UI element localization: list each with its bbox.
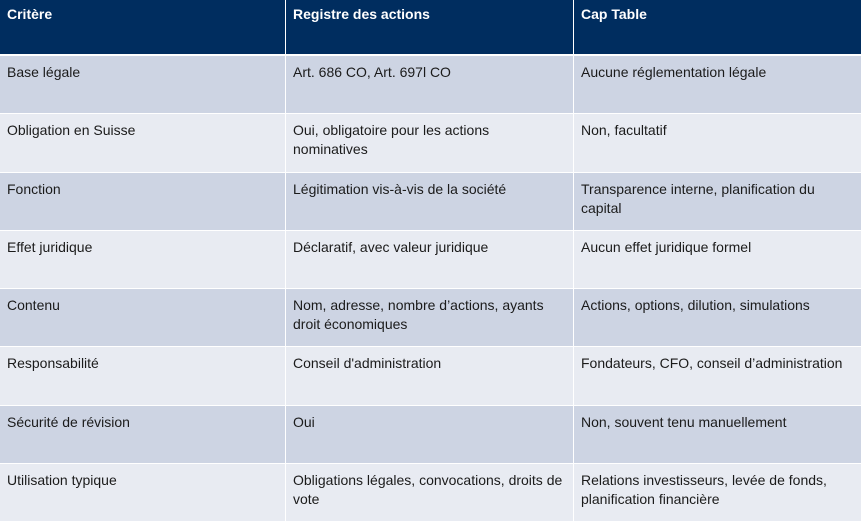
table-cell-cap-table: Non, facultatif bbox=[574, 114, 861, 172]
table-cell-cap-table: Non, souvent tenu manuellement bbox=[574, 406, 861, 464]
table-cell-criterion: Fonction bbox=[0, 173, 286, 231]
table-cell-criterion: Effet juridique bbox=[0, 231, 286, 289]
table-cell-criterion: Base légale bbox=[0, 56, 286, 114]
header-cap-table: Cap Table bbox=[574, 0, 861, 56]
table-cell-criterion: Responsabilité bbox=[0, 347, 286, 405]
table-cell-share-register: Conseil d'administration bbox=[286, 347, 574, 405]
table-cell-criterion: Contenu bbox=[0, 289, 286, 347]
table-cell-cap-table: Aucune réglementation légale bbox=[574, 56, 861, 114]
table-cell-cap-table: Transparence interne, planification du capital bbox=[574, 173, 861, 231]
table-cell-share-register: Légitimation vis-à-vis de la société bbox=[286, 173, 574, 231]
table-cell-share-register: Déclaratif, avec valeur juridique bbox=[286, 231, 574, 289]
table-cell-share-register: Obligations légales, convocations, droits de vote bbox=[286, 464, 574, 522]
table-cell-share-register: Art. 686 CO, Art. 697l CO bbox=[286, 56, 574, 114]
table-cell-criterion: Obligation en Suisse bbox=[0, 114, 286, 172]
table-cell-cap-table: Aucun effet juridique formel bbox=[574, 231, 861, 289]
table-cell-cap-table: Relations investisseurs, levée de fonds, planification financière bbox=[574, 464, 861, 522]
table-cell-cap-table: Actions, options, dilution, simulations bbox=[574, 289, 861, 347]
header-share-register: Registre des actions bbox=[286, 0, 574, 56]
header-criterion: Critère bbox=[0, 0, 286, 56]
table-cell-share-register: Oui, obligatoire pour les actions nominatives bbox=[286, 114, 574, 172]
table-cell-criterion: Sécurité de révision bbox=[0, 406, 286, 464]
table-cell-criterion: Utilisation typique bbox=[0, 464, 286, 522]
table-cell-share-register: Oui bbox=[286, 406, 574, 464]
table-cell-share-register: Nom, adresse, nombre d’actions, ayants droit économiques bbox=[286, 289, 574, 347]
table-cell-cap-table: Fondateurs, CFO, conseil d’administration bbox=[574, 347, 861, 405]
